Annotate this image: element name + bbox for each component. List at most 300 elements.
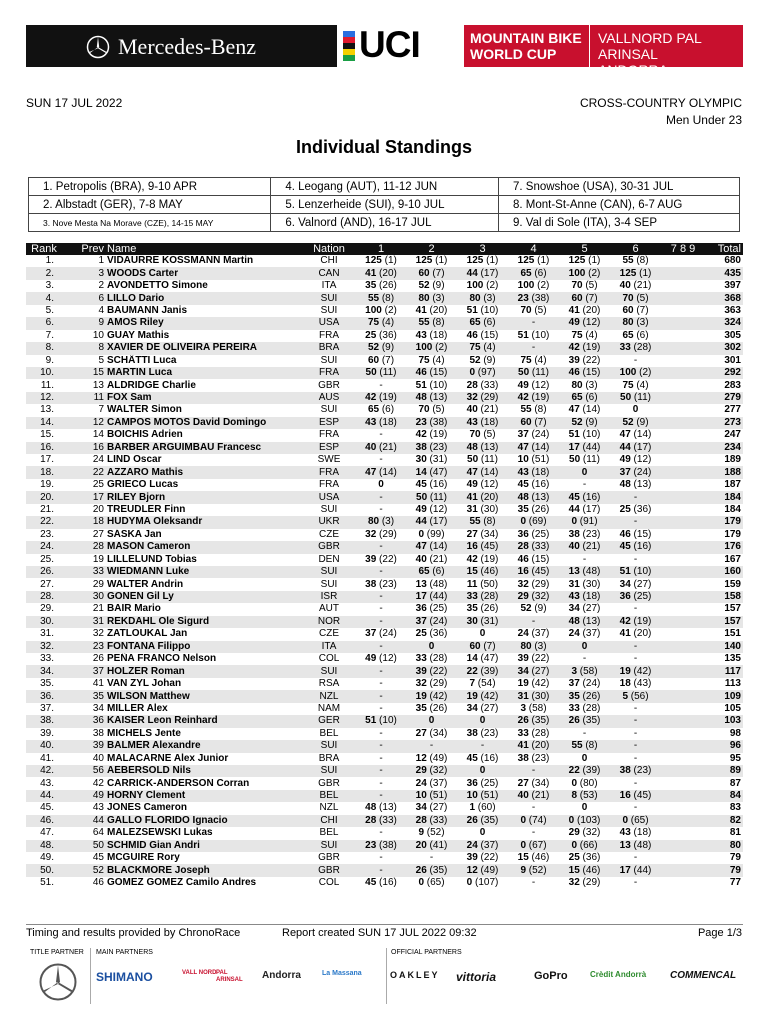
prev-cell: 33 [62,566,104,578]
round-1-cell: 52 (9) [356,342,406,354]
nation-cell: CZE [319,628,339,640]
rider-name-cell: AZZARO Mathis [104,466,302,478]
round-6-cell: 19 (42) [610,665,661,677]
round-789-cell [661,541,705,553]
rider-name-cell: LIND Oscar [107,454,162,466]
round-4-cell: 0 (69) [508,516,559,528]
round-3-cell: 43 (18) [457,417,508,429]
rider-name-cell: AVONDETTO Simone [107,280,208,292]
round-5-cell: 40 (21) [559,541,610,553]
rank-cell: 21. [40,503,54,515]
table-row [26,554,743,566]
round-789-cell [661,616,705,628]
table-row [26,603,743,615]
table-row [26,330,743,342]
nation-cell: BEL [319,727,339,739]
round-2-cell: 45 (16) [415,479,448,491]
round-6-cell: - [610,641,661,653]
nation-cell: SUI [320,354,338,366]
table-row [26,479,743,491]
round-3-cell: 12 (49) [457,864,508,876]
rider-name-cell: MALACARNE Alex Junior [107,752,229,764]
rank-cell: 13. [40,404,54,416]
la-massana-logo: La Massana [322,970,362,977]
venue-line2: ANDORRA [598,62,669,78]
round-5-cell: 25 (36) [568,852,601,864]
table-row [26,404,743,416]
prev-cell: 50 [62,840,104,852]
round-1-cell: 49 (12) [365,653,397,665]
table-row [26,703,743,715]
series-line2: WORLD CUP [470,46,557,62]
round-6-cell: 51 (10) [610,566,661,578]
rank-cell: 19. [40,479,54,491]
round-2-cell: 47 (14) [406,541,457,553]
round-6-cell: 50 (11) [610,392,661,404]
round-1-cell: 40 (21) [356,442,406,454]
round-6-cell: - [610,491,661,503]
round-3-cell: 38 (23) [466,727,499,739]
events-row [29,214,740,232]
table-row [26,864,743,876]
table-row [26,255,743,267]
round-4-cell: 43 (18) [508,466,559,478]
table-row [26,541,743,553]
col-total: Total [705,243,743,255]
round-6-cell: 18 (43) [619,678,652,690]
rider-name-cell: WOODS Carter [104,267,302,279]
rider-name-cell: HORNY Clement [104,790,302,802]
prev-cell: 56 [62,765,104,777]
table-row [26,641,743,653]
nation-cell: SWE [317,454,341,466]
nation-cell: SUI [320,404,338,416]
round-6-cell: 40 (21) [619,280,652,292]
round-4-cell: - [508,342,559,354]
rank-cell: 49. [40,852,54,864]
round-4-cell: 33 (28) [517,727,550,739]
round-5-cell: 0 (103) [559,815,610,827]
round-3-cell: 35 (26) [466,603,499,615]
round-2-cell: 12 (49) [415,752,448,764]
round-6-cell: 33 (28) [610,342,661,354]
nation-cell: SUI [302,566,356,578]
partner-divider [90,948,91,1004]
table-row [26,466,743,478]
prev-cell: 64 [92,827,104,839]
total-cell: 82 [705,815,743,827]
nation-cell: USA [302,317,356,329]
round-4-cell: 49 (12) [517,379,550,391]
round-6-cell: 52 (9) [610,417,661,429]
round-1-cell: - [356,591,406,603]
total-cell: 158 [705,591,743,603]
table-row [26,454,743,466]
rank-cell: 1. [45,255,54,267]
rider-name-cell: GOMEZ GOMEZ Camilo Andres [107,877,257,889]
nation-cell: FRA [319,429,339,441]
round-2-cell: 34 (27) [415,802,448,814]
table-row [26,355,743,367]
rider-name-cell: WALTER Simon [107,404,182,416]
round-6-cell: 49 (12) [619,454,652,466]
round-789-cell [661,728,705,740]
total-cell: 247 [724,429,741,441]
round-2-cell: 80 (3) [406,292,457,304]
prev-cell: 16 [62,442,104,454]
mercedes-star-icon [38,962,78,1002]
partner-divider [386,948,387,1004]
round-5-cell: 42 (19) [559,342,610,354]
prev-cell: 7 [98,404,104,416]
round-5-cell: 31 (30) [568,578,601,590]
round-1-cell: 100 (2) [365,304,397,316]
round-1-cell: - [356,665,406,677]
table-row [26,491,743,503]
round-4-cell: 0 (74) [508,815,559,827]
round-1-cell: 55 (8) [356,292,406,304]
round-2-cell: 24 (37) [415,777,448,789]
table-row [26,379,743,391]
round-6-cell: 5 (56) [610,690,661,702]
round-2-cell: 19 (42) [406,690,457,702]
round-4-cell: 9 (52) [508,864,559,876]
round-6-cell: - [633,852,638,864]
round-3-cell: 30 (31) [457,616,508,628]
round-2-cell: 55 (8) [406,317,457,329]
total-cell: 135 [724,653,741,665]
round-4-cell: 70 (5) [520,304,547,316]
rank-cell: 25. [40,553,54,565]
round-3-cell: 0 [479,628,486,640]
uci-text: UCI [359,24,420,65]
table-row [26,578,743,590]
prev-cell: 9 [62,317,104,329]
total-cell: 159 [724,578,741,590]
round-6-cell: 43 (18) [619,827,652,839]
round-2-cell: 28 (33) [406,815,457,827]
nation-cell: USA [302,491,356,503]
round-1-cell: 41 (20) [356,267,406,279]
nation-cell: SUI [302,665,356,677]
nation-cell: BRA [302,342,356,354]
round-4-cell: 47 (14) [508,442,559,454]
round-6-cell: 75 (4) [622,379,649,391]
round-1-cell: 23 (38) [356,840,406,852]
round-1-cell: - [356,765,406,777]
round-4-cell: 40 (21) [508,790,559,802]
round-6-cell: 0 (65) [610,815,661,827]
round-5-cell: 75 (4) [571,329,598,341]
round-6-cell: 36 (25) [610,591,661,603]
round-3-cell: 45 (16) [466,752,499,764]
total-cell: 301 [724,354,741,366]
rider-name-cell: CARRICK-ANDERSON Corran [107,777,250,789]
round-6-cell: 100 (2) [610,367,661,379]
round-4-cell: 15 (46) [517,852,550,864]
prev-cell: 42 [92,777,104,789]
round-1-cell: 25 (36) [365,329,397,341]
events-table [28,177,740,232]
round-6-cell: 65 (6) [622,329,649,341]
round-4-cell: 36 (25) [517,528,550,540]
round-6-cell: 37 (24) [610,466,661,478]
round-2-cell: 25 (36) [415,628,448,640]
nation-cell: BEL [302,790,356,802]
nation-cell: CHI [320,255,338,267]
round-789-cell [661,815,705,827]
round-4-cell: 24 (37) [517,628,550,640]
prev-cell: 17 [62,491,104,503]
round-3-cell: 0 [457,715,508,727]
total-cell: 277 [724,404,741,416]
round-1-cell: 35 (26) [365,280,397,292]
round-789-cell [661,379,705,391]
round-6-cell: 60 (7) [622,304,649,316]
round-3-cell: 46 (15) [466,329,499,341]
round-789-cell [661,715,705,727]
prev-cell: 12 [62,417,104,429]
round-789-cell [661,603,705,615]
prev-cell: 36 [62,715,104,727]
table-row [26,653,743,665]
table-row [26,429,743,441]
total-cell: 176 [705,541,743,553]
prev-cell: 44 [62,815,104,827]
round-3-cell: 44 (17) [457,267,508,279]
rank-cell: 24. [26,541,62,553]
round-789-cell [661,292,705,304]
round-1-cell: - [356,790,406,802]
rider-name-cell: WIEDMANN Luke [104,566,302,578]
prev-cell: 37 [62,665,104,677]
total-cell: 279 [705,392,743,404]
event-cell: 3. Nove Mesta Na Morave (CZE), 14-15 MAY [29,214,271,232]
rider-name-cell: WALTER Andrin [107,578,184,590]
round-2-cell: 39 (22) [406,665,457,677]
total-cell: 187 [724,479,741,491]
round-1-cell: - [379,454,383,466]
prev-cell: 26 [92,653,104,665]
col-rank: Rank [26,243,62,255]
total-cell: 179 [724,528,741,540]
prev-cell: 25 [92,479,104,491]
rider-name-cell: GONEN Gil Ly [104,591,302,603]
round-4-cell: - [508,317,559,329]
rank-cell: 20. [26,491,62,503]
rider-name-cell: MCGUIRE Rory [107,852,180,864]
rank-cell: 3. [45,280,54,292]
round-789-cell [661,466,705,478]
round-2-cell: 30 (31) [415,454,448,466]
total-cell: 77 [729,877,741,889]
total-cell: 184 [705,491,743,503]
total-cell: 179 [705,516,743,528]
table-row [26,840,743,852]
rider-name-cell: VIDAURRE KOSSMANN Martin [107,255,254,267]
rank-cell: 44. [26,790,62,802]
rider-name-cell: JONES Cameron [107,802,188,814]
round-3-cell: 0 (107) [466,877,499,889]
round-1-cell: 37 (24) [365,628,397,640]
round-2-cell: 100 (2) [406,342,457,354]
rider-name-cell: CAMPOS MOTOS David Domingo [104,417,302,429]
rank-cell: 7. [45,329,54,341]
round-789-cell [661,753,705,765]
round-3-cell: 1 (60) [469,802,496,814]
rider-name-cell: GALLO FLORIDO Ignacio [104,815,302,827]
round-3-cell: 19 (42) [457,690,508,702]
round-3-cell: 48 (13) [457,442,508,454]
rider-name-cell: MILLER Alex [107,702,168,714]
total-cell: 324 [705,317,743,329]
round-789-cell [661,877,705,889]
category-name: Men Under 23 [665,113,742,127]
round-1-cell: - [356,541,406,553]
round-789-cell [661,255,705,267]
rider-name-cell: REKDAHL Ole Sigurd [104,616,302,628]
prev-cell: 52 [62,864,104,876]
total-cell: 87 [729,777,741,789]
round-4-cell: 32 (29) [517,578,550,590]
rider-name-cell: GRIECO Lucas [107,479,179,491]
round-2-cell: 0 [406,715,457,727]
round-5-cell: - [582,479,587,491]
round-6-cell: 13 (48) [610,840,661,852]
round-3-cell: 49 (12) [466,479,499,491]
round-6-cell: - [633,777,638,789]
round-1-cell: - [379,678,383,690]
round-6-cell: 41 (20) [619,628,652,640]
events-row [29,178,740,196]
round-1-cell: - [379,429,383,441]
events-row [29,196,740,214]
prev-cell: 32 [92,628,104,640]
total-cell: 103 [705,715,743,727]
rider-name-cell: BOICHIS Adrien [107,429,183,441]
prev-cell: 39 [62,740,104,752]
round-4-cell: 23 (38) [508,292,559,304]
total-cell: 95 [729,752,741,764]
nation-cell: BRA [318,752,340,764]
round-6-cell: 44 (17) [610,442,661,454]
nation-cell: NAM [317,702,341,714]
round-5-cell: - [582,553,587,565]
round-789-cell [661,765,705,777]
col-round-4: 4 [508,243,559,255]
round-2-cell: 60 (7) [406,267,457,279]
venue-line1: VALLNORD PAL ARINSAL [598,30,702,62]
round-1-cell: 125 (1) [365,255,397,267]
round-789-cell [661,690,705,702]
total-cell: 292 [705,367,743,379]
prev-cell: 49 [62,790,104,802]
round-5-cell: 55 (8) [559,740,610,752]
pal-arinsal-logo: PAL ARINSAL [216,970,243,983]
round-1-cell: 75 (4) [356,317,406,329]
round-789-cell [661,554,705,566]
prev-cell: 29 [92,578,104,590]
round-5-cell: 35 (26) [559,690,610,702]
round-6-cell: - [633,702,638,714]
round-4-cell: 26 (35) [508,715,559,727]
round-2-cell: 52 (9) [418,280,445,292]
vallnord-logo: VALL NORD [182,970,217,976]
nation-cell: AUT [319,603,339,615]
round-3-cell: 80 (3) [457,292,508,304]
rank-cell: 31. [40,628,54,640]
round-5-cell: 0 (91) [559,516,610,528]
round-1-cell: - [379,777,383,789]
round-1-cell: - [356,491,406,503]
round-789-cell [661,404,705,416]
round-1-cell: - [379,379,383,391]
series-name [464,25,589,67]
total-cell: 273 [705,417,743,429]
round-6-cell: 55 (8) [622,255,649,267]
round-6-cell: - [633,802,638,814]
round-4-cell: 125 (1) [517,255,550,267]
rider-name-cell: MASON Cameron [104,541,302,553]
nation-cell: SUI [302,840,356,852]
round-1-cell: - [379,852,383,864]
event-cell: 7. Snowshoe (USA), 30-31 JUL [498,178,739,196]
round-5-cell: 41 (20) [568,304,601,316]
rider-name-cell: MICHELS Jente [107,727,181,739]
nation-cell: SUI [320,578,338,590]
table-row [26,765,743,777]
round-5-cell: 0 [581,752,588,764]
round-789-cell [661,491,705,503]
prev-cell: 38 [92,727,104,739]
round-6-cell: - [633,877,638,889]
official-partners-label: OFFICIAL PARTNERS [391,949,462,956]
nation-cell: GBR [318,852,340,864]
round-3-cell: 14 (47) [466,653,499,665]
round-4-cell: 28 (33) [508,541,559,553]
rank-cell: 11. [40,379,54,391]
table-row [26,516,743,528]
total-cell: 184 [724,503,741,515]
sponsor-name: Mercedes-Benz [118,34,257,59]
rider-name-cell: BARBER ARGUIMBAU Francesc [104,442,302,454]
round-1-cell: - [356,616,406,628]
commencal-logo: COMMENCAL [670,970,737,981]
table-row [26,292,743,304]
rider-name-cell: MALEZSEWSKI Lukas [107,827,213,839]
total-cell: 151 [724,628,741,640]
rider-name-cell: LILLO Dario [104,292,302,304]
round-789-cell [661,566,705,578]
nation-cell: CZE [319,528,339,540]
round-5-cell: - [582,727,587,739]
round-5-cell: 3 (58) [559,665,610,677]
andorra-logo: Andorra [262,970,301,981]
round-789-cell [661,703,705,715]
total-cell: 167 [724,553,741,565]
rank-cell: 17. [40,454,54,466]
round-2-cell: 27 (34) [415,727,448,739]
round-2-cell: 48 (13) [406,392,457,404]
round-2-cell: 65 (6) [406,566,457,578]
total-cell: 302 [705,342,743,354]
round-6-cell: 0 [632,404,639,416]
round-4-cell: 51 (10) [517,329,550,341]
rider-name-cell: TREUDLER Finn [107,503,186,515]
page-title: Individual Standings [295,137,472,157]
round-6-cell: 125 (1) [610,267,661,279]
event-cell: 6. Valnord (AND), 16-17 JUL [271,214,499,232]
